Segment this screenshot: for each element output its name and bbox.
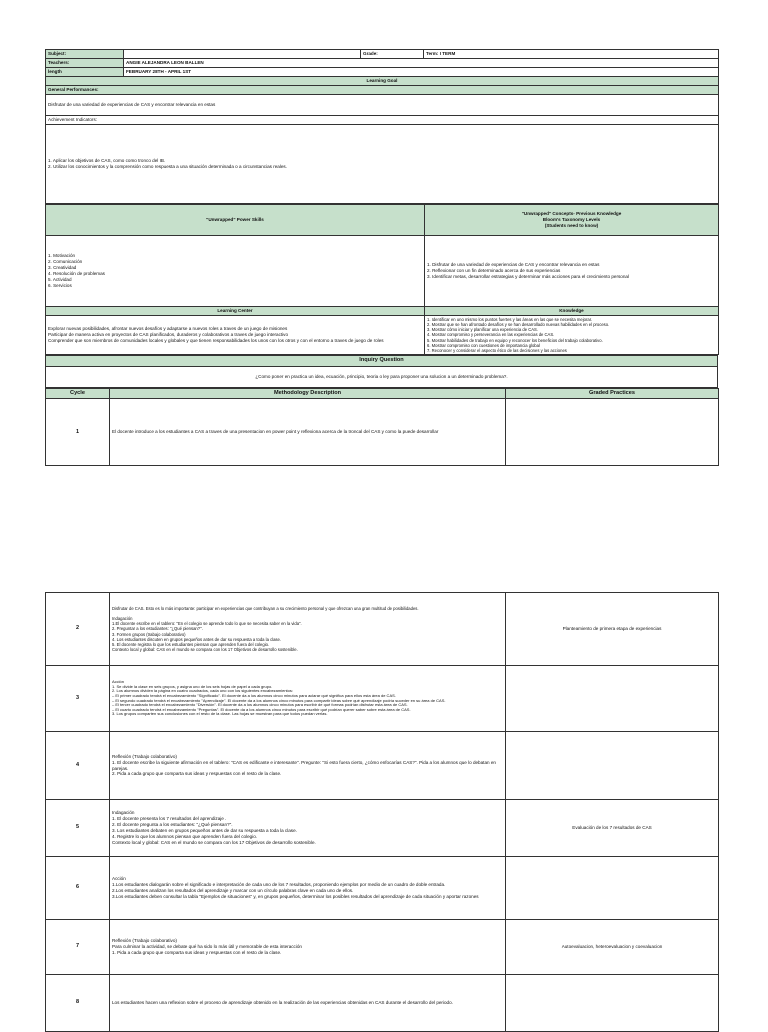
cycle-header: Cycle: [46, 389, 110, 399]
cycle-graded: Planteamiento de primera etapa de experiencias: [506, 593, 719, 666]
cycle-number: 5: [46, 800, 110, 857]
cycle-number: 3: [46, 666, 110, 732]
planning-sheet-page-2: [45, 592, 718, 1032]
concepts-title: "Unwrapped" Concepts- Previous Knowledge Bloom's Taxonomy Levels (Students need to know): [425, 205, 719, 236]
learning-goal-title: Learning Goal: [46, 77, 719, 86]
table-row: [46, 800, 719, 857]
cycle-number: 7: [46, 920, 110, 975]
achievement-text: 1. Aplicar los objetivos de CAS, como como tronco del IB. 2. Utilizar los conocimientos y la comprensión como respuesta a una situación determinada o a circunstancias reales.: [46, 125, 719, 204]
subject-label: Subject:: [46, 50, 124, 59]
inquiry-text: ¿Como poner en practica un idea, ecuación, principio, teoria o ley para proponer una solucion a un determinado problema?.: [46, 367, 718, 388]
cycle-number: 6: [46, 857, 110, 920]
learning-center-text: Explorar nuevas posibilidades, afrontar nuevos desafíos y adaptarse a nuevos roles a traves de un juego de misiones Participar de manera activa en proyectos de CAS planificados, duraderos y colaborativos a traves de juego interactivo Comprender que son miembros de comunidades locales y globales y que tienen responsabilidades los unos con los otros y con el entorno a traves de juego de roles: [46, 316, 425, 355]
subject-value: [124, 50, 361, 59]
table-row: [46, 732, 719, 800]
cycle-graded: [506, 732, 719, 800]
cycle-graded: Evaluación de los 7 resultados de CAS: [506, 800, 719, 857]
power-skills-title: "Unwrapped" Power Skills: [46, 205, 425, 236]
teachers-value: ANGIE ALEJANDRA LEON BALLEN: [124, 59, 719, 68]
length-label: length: [46, 68, 124, 77]
cycle-number: 2: [46, 593, 110, 666]
cycle-description: Acción 1.Los estudiantes dialogarán sobre el significado e interpretación de cada uno de los 7 resultados, proponiendo ejemplos por medio de un cuadro de doble entrada. 2.Los estudiantes analizan los resultados del aprendizaje y marcar con un círculo palabras clave en cada uno de ellos. 3.Los estudiantes deben consultar la tabla "Ejemplos de situaciones" y, en grupos pequeños, determinar los posibles resultados del aprendizaje de cada situación y aportar razones: [110, 857, 506, 920]
cycle-description: Acción 1. Se divide la clase en seis grupos, y asigna uno de los seis hojas de papel a cada grupo. 2. Los alumnos dividen la página en cuatro cuadrados, cada uno con los siguientes encabezamientos: – El primer cuadrado tendrá el encabezamiento "Significado". El docente da a los alumnos cinco minutos para aclarar qué significa para ellos esta área de CAS. – El segundo cuadrado tendrá el encabezamiento "Aprendizaje". El docente da a los alumnos cinco minutos para compartir ideas sobre qué aprendizaje podría suceder en su área de CAS. – El tercer cuadrado tendrá el encabezamiento "Diversión". El docente da a los alumnos cinco minutos para escribir de qué formas podrían disfrutar esta área de CAS. – El cuarto cuadrado tendrá el encabezamiento "Preguntas". El docente da a los alumnos cinco minutos para escribir qué podrían querer saber sobre esta área de CAS. 3. Los grupos comparten sus conclusiones con el resto de la clase. Las hojas se muestran para que todos puedan verlas.: [110, 666, 506, 732]
cycle-graded: [506, 857, 719, 920]
cycle-graded: [506, 399, 719, 466]
table-row: [46, 399, 719, 466]
methodology-header: Methodology Description: [110, 389, 506, 399]
table-row: [46, 666, 719, 732]
knowledge-text: 1. Identificar en uno mismo los puntos fuertes y las áreas en las que se necesita mejorar. 2. Mostrar que se han afrontado desafíos y se han desarrollado nuevas habilidades en el proceso. 3. Mostrar cómo iniciar y planificar una experiencia de CAS. 4. Mostrar compromiso y perseverancia en las experiencias de CAS. 5. Mostrar habilidades de trabajo en equipo y reconocer los beneficios del trabajo colaborativo. 6. Mostrar compromiso con cuestiones de importancia global 7. Reconocer y considerar el aspecto ético de las decisiones y las acciones: [425, 316, 719, 355]
length-value: FEBRUARY 28TH - APRIL 1ST: [124, 68, 719, 77]
cycle-graded: [506, 975, 719, 1032]
term-label: Term: I TERM: [424, 50, 719, 59]
cycle-graded: [506, 666, 719, 732]
cycle-description: Indagación 1. El docente presenta los 7 resultados del aprendizaje . 2. El docente pregunta a los estudiantes: "¿Qué piensan?". 3. Los estudiantes debaten en grupos pequeños antes de dar su respuesta a toda la clase. 4. Registre lo que los alumnos piensan que aprenden fuera del colegio. Contexto local y global: CAS en el mundo se compara con los 17 Objetivos de desarrollo sostenible.: [110, 800, 506, 857]
table-row: [46, 593, 719, 666]
inquiry-title: Inquiry Question: [46, 356, 718, 367]
general-performances-label: General Performances:: [46, 86, 719, 95]
cycle-description: Reflexión (Trabajo colaborativo) Para culminar la actividad, se debate qué ha sido lo más útil y memorable de esta interacción 1. Pida a cada grupo que comparta sus ideas y respuestas con el resto de la clase.: [110, 920, 506, 975]
cycle-graded: Autoevaluacion, heteroevaluacion y coevaluacion: [506, 920, 719, 975]
cycle-number: 8: [46, 975, 110, 1032]
cycle-description: Los estudiantes hacen una reflexion sobre el proceso de aprendizaje obtenido en la realización de las experiencias obtenidas en CAS durante el desarrollo del periodo.: [110, 975, 506, 1032]
header-table: [45, 49, 719, 204]
cycle-table-page-2: [45, 592, 719, 1032]
skills-table: [45, 204, 719, 355]
cycle-description: El docente introduce a los estudiantes a CAS a traves de una presentacion en power point y reflexiona acerca de la troncal del CAS y como la puede desarrollar: [110, 399, 506, 466]
planning-sheet-page-1: [45, 49, 718, 466]
graded-header: Graded Practices: [506, 389, 719, 399]
grade-label: Grade:: [361, 50, 424, 59]
cycle-number: 4: [46, 732, 110, 800]
table-row: [46, 975, 719, 1032]
inquiry-table: [45, 355, 718, 388]
teachers-label: Teachers:: [46, 59, 124, 68]
achievement-label: Achievement Indicators:: [46, 116, 719, 125]
table-row: [46, 857, 719, 920]
concepts-list: 1. Disfrutar de una variedad de experiencias de CAS y encontrar relevancia en estas 2. Reflexionar con un fin determinado acerca de sus experiencias 3. Identificar metas, desarrollar estrategias y determinar más acciones para el crecimiento personal: [425, 236, 719, 307]
cycle-description: Reflexión (Trabajo colaborativo) 1. El docente escribe la siguiente afirmación en el tablero: "CAS es edificante e interesante". Pregunte: "Si esto fuera cierto, ¿cómo enfocarías CAS?". Pida a los alumnos que lo debatan en parejas. 2. Pida a cada grupo que comparta sus ideas y respuestas con el resto de la clase.: [110, 732, 506, 800]
power-skills-list: 1. Motivación 2. Comunicación 3. Creatividad 4. Resolución de problemas 5. Actividad 6. Servicios: [46, 236, 425, 307]
learning-center-title: Learning Center: [46, 307, 425, 316]
general-performances-text: Disfrutar de una variedad de experiencias de CAS y encontrar relevancia en estas: [46, 95, 719, 116]
cycle-number: 1: [46, 399, 110, 466]
cycle-table-page-1: [45, 388, 719, 466]
cycle-description: Disfrutar de CAS. Esto es lo más importante: participar en experiencias que contribuyan a su crecimiento personal y que ofrezcan una gran multitud de posibilidades. Indagación 1.El docente escribe en el tablero: "En el colegio se aprende todo lo que se necesita saber en la vida". 2. Preguntar a los estudiantes: "¿Qué piensan?". 3. Formen grupos (trabajo colaborativo) 4. Los estudiantes discuten en grupos pequeños antes de dar su respuesta a toda la clase. 5. El docente registra lo que los estudiantes piensan que aprenden fuera del colegio. Contexto local y global: CAS en el mundo se compara con los 17 Objetivos de desarrollo sostenible.: [110, 593, 506, 666]
table-row: [46, 920, 719, 975]
knowledge-title: Knowledge: [425, 307, 719, 316]
